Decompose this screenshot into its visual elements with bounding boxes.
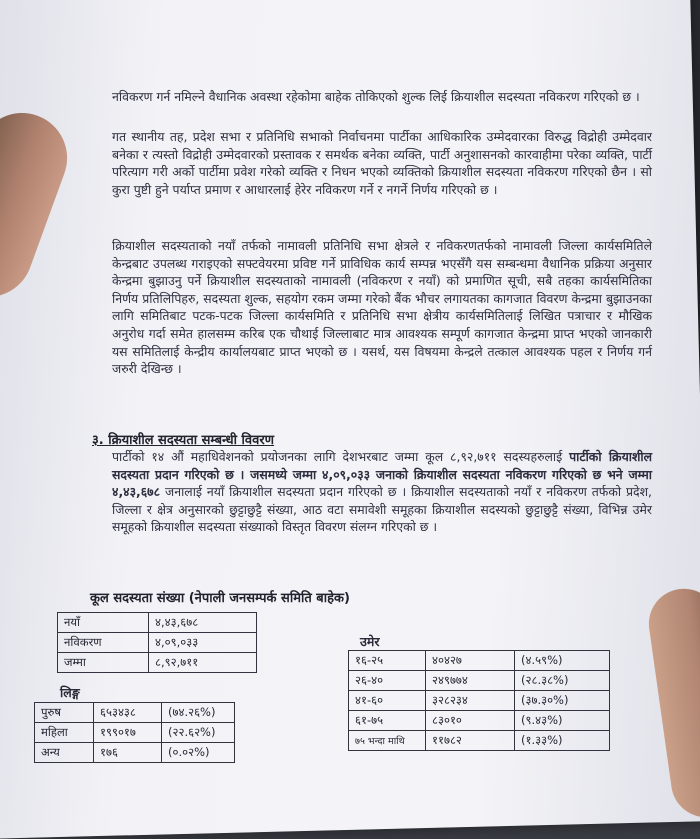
row-value: २४९७७४ <box>426 671 515 691</box>
table-row <box>35 703 235 723</box>
row-label: ७५ भन्दा माथि <box>349 731 426 751</box>
table-row <box>58 613 257 633</box>
row-value: ६५३४३८ <box>94 703 162 723</box>
row-value: ३२८२३४ <box>426 691 515 711</box>
age-title: उमेर <box>360 634 380 649</box>
paragraph-renewal: नविकरण गर्न नमिल्ने वैधानिक अवस्था रहेकोमा बाहेक तोकिएको शुल्क लिई क्रियाशील सदस्यता नविकरण गरिएको छ । <box>112 89 640 104</box>
table-row <box>58 633 257 653</box>
row-label: ४१-६० <box>349 691 426 711</box>
row-label: नयाँ <box>58 613 149 633</box>
row-percent: (२८.३८%) <box>515 671 610 691</box>
table-row <box>349 691 610 711</box>
row-value: ८,९२,७११ <box>149 653 257 673</box>
row-percent: (७४.२६%) <box>162 703 235 723</box>
row-label: जम्मा <box>58 653 149 673</box>
gender-table <box>34 702 235 763</box>
row-value: १७६ <box>94 743 162 763</box>
row-value: ११७८२ <box>426 731 515 751</box>
row-label: ६१-७५ <box>349 711 426 731</box>
table-row <box>58 653 257 673</box>
table-row <box>349 671 610 691</box>
row-percent: (३७.३०%) <box>515 691 610 711</box>
row-percent: (१.३३%) <box>515 731 610 751</box>
row-value: ४०४२७ <box>426 651 515 671</box>
paragraph-membership-list: क्रियाशील सदस्यताको नयाँ तर्फको नामावली प्रतिनिधि सभा क्षेत्रले र नविकरणतर्फको नामावली जिल्ला कार्यसमितिले केन्द्रबाट उपलब्ध गराइएको सफ्टवेयरमा प्रविष्ट गर्ने प्राविधिक कार्य सम्पन्न भएसँगै यस सम्बन्धमा वैधानिक प्रक्रिया अनुसार केन्द्रमा बुझाउनु पर्ने क्रियाशील सदस्यताको नामावली (नविकरण र नयाँ) को प्रमाणित सूची, सबै तहका कार्यसमितिका निर्णय प्रतिलिपिहरु, सदस्यता शुल्क, सहयोग रकम जम्मा गरेको बैंक भौचर लगायतका कागजात विवरण केन्द्रमा बुझाउनका लागि समितिबाट पटक-पटक जिल्ला कार्यसमिति र प्रतिनिधि सभा क्षेत्रीय कार्यसमितिलाई लिखित पत्राचार र मौखिक अनुरोध गर्दा समेत हालसम्म करिब एक चौथाई जिल्लाबाट मात्र आवश्यक सम्पूर्ण कागजात केन्द्रमा प्राप्त भएको जानकारी यस समितिलाई केन्द्रीय कार्यालयबाट प्राप्त भएको छ । यसर्थ, यस विषयमा केन्द्रले तत्काल आवश्यक पहल र निर्णय गर्न जरुरी देखिन्छ । <box>112 238 652 377</box>
row-label: महिला <box>35 723 94 743</box>
row-label: २६-४० <box>349 671 426 691</box>
row-value: १९९०१७ <box>94 723 162 743</box>
row-value: ४,०९,०३३ <box>149 633 257 653</box>
row-percent: (४.५९%) <box>515 651 610 671</box>
row-percent: (०.०२%) <box>162 743 235 763</box>
row-label: अन्य <box>35 743 94 763</box>
row-value: ८३०१० <box>426 711 515 731</box>
table-row <box>35 723 235 743</box>
age-table <box>348 650 610 751</box>
table-row <box>349 711 610 731</box>
row-percent: (२२.६२%) <box>162 723 235 743</box>
row-label: नविकरण <box>58 633 149 653</box>
table-row <box>35 743 235 763</box>
gender-title: लिङ्ग <box>60 685 80 700</box>
paragraph-membership-details <box>112 448 652 536</box>
membership-intro: पार्टीको १४ औं महाधिवेशनको प्रयोजनका लागि देशभरबाट जम्मा कूल ८,९२,७११ सदस्यहरुलाई <box>112 449 570 464</box>
row-value: ४,४३,६७८ <box>149 613 257 633</box>
table-row <box>349 731 610 751</box>
row-label: १६-२५ <box>349 651 426 671</box>
table-row <box>349 651 610 671</box>
membership-bold: पार्टीको क्रियाशील सदस्यता प्रदान गरिएको छ । जसमध्ये जम्मा ४,०९,०३३ जनाको क्रियाशील सदस्यता नविकरण गरिएको छ भने जम्मा ४,४३,६७८ <box>112 449 652 500</box>
membership-rest: जनालाई नयाँ क्रियाशील सदस्यता प्रदान गरिएको छ । क्रियाशील सदस्यताको नयाँ र नविकरण तर्फको प्रदेश, जिल्ला र क्षेत्र अनुसारको छुट्टाछुट्टै संख्या, आठ वटा समावेशी समूहका क्रियाशील सदस्यको छुट्टाछुट्टै संख्या, विभिन्न उमेर समूहको क्रियाशील सदस्यता संख्याको विस्तृत विवरण संलग्न गरिएको छ । <box>112 484 652 535</box>
total-membership-title: कूल सदस्यता संख्या (नेपाली जनसम्पर्क समिति बाहेक) <box>90 591 350 606</box>
paragraph-rebel-candidates: गत स्थानीय तह, प्रदेश सभा र प्रतिनिधि सभाको निर्वाचनमा पार्टीका आधिकारिक उम्मेदवारका विरुद्ध विद्रोही उम्मेदवार बनेका र त्यस्तो विद्रोही उम्मेदवारको प्रस्तावक र समर्थक बनेका व्यक्ति, पार्टी अनुशासनको कारवाहीमा परेका व्यक्ति, पार्टी परित्याग गरी अर्को पार्टीमा प्रवेश गरेको व्यक्ति र निधन भएको व्यक्तिको क्रियाशील सदस्यता नविकरण गरिएको छैन । सो कुरा पुष्टी हुने पर्याप्त प्रमाण र आधारलाई हेरेर नविकरण गर्ने र नगर्ने निर्णय गरिएको छ । <box>112 129 652 197</box>
row-label: पुरुष <box>35 703 94 723</box>
section-heading: ३. क्रियाशील सदस्यता सम्बन्धी विवरण <box>92 433 275 448</box>
row-percent: (९.४३%) <box>515 711 610 731</box>
total-membership-table <box>57 612 257 673</box>
